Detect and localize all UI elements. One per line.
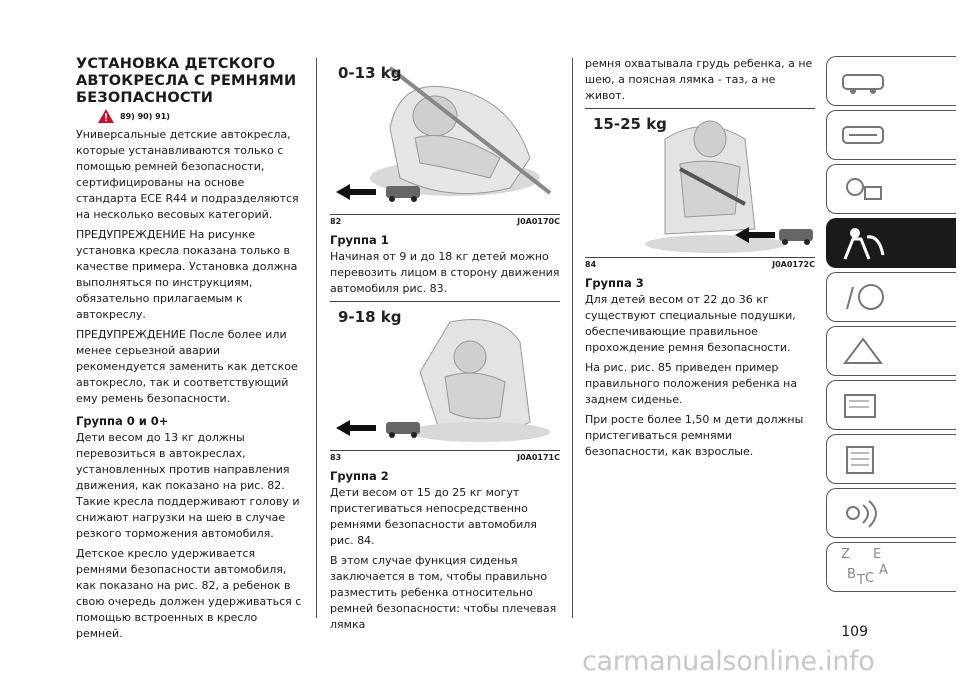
paragraph: В этом случае функция сиденья заключается в том, чтобы правильно разместить ребенка относительно ремней безопасности: чтобы плечевая лямка bbox=[330, 554, 557, 631]
chapter-index-sidebar bbox=[826, 56, 956, 596]
figure-code: J0A0171C bbox=[517, 453, 560, 462]
paragraph: При росте более 1,50 м дети должны пристегиваться ремнями безопасности, как взрослые. bbox=[585, 413, 804, 458]
index-letter: C bbox=[865, 571, 875, 586]
tab-index[interactable] bbox=[826, 542, 956, 592]
direction-arrow-icon bbox=[336, 180, 426, 204]
figure-caption bbox=[585, 260, 815, 269]
car-keys-icon bbox=[839, 119, 887, 151]
multimedia-icon bbox=[839, 497, 887, 529]
tab-dashboard[interactable] bbox=[826, 56, 956, 106]
index-letter: Z bbox=[841, 547, 850, 562]
group-heading: Группа 1 bbox=[330, 233, 389, 247]
paragraph: ПРЕДУПРЕЖДЕНИЕ После более или менее серьезной аварии рекомендуется заменить как детское автокресло, так и соответствующий ему ремень безопасности. bbox=[76, 328, 298, 405]
tab-multimedia[interactable] bbox=[826, 488, 956, 538]
warning-lights-icon bbox=[839, 173, 887, 205]
maintenance-icon bbox=[839, 389, 887, 421]
paragraph: ПРЕДУПРЕЖДЕНИЕ На рисунке установка кресла показана только в качестве примера. Установка должна выполняться по инструкциям, обязательно прилагаемым к автокреслу. bbox=[76, 228, 298, 321]
figure-weight-label: 0-13 kg bbox=[338, 64, 402, 82]
figure-84 bbox=[585, 108, 815, 258]
paragraph: Универсальные детские автокресла, которые устанавливаются только с помощью ремней безопасности, сертифицированы на основе стандарта ECE R44 и подразделяются на несколько весовых категорий. bbox=[76, 128, 299, 221]
tab-driving[interactable] bbox=[826, 272, 956, 322]
direction-arrow-icon bbox=[735, 223, 815, 247]
figure-number: 82 bbox=[330, 217, 342, 226]
watermark-text: carmanualsonline.info bbox=[582, 646, 875, 677]
paragraph: Для детей весом от 22 до 36 кг существуют специальные подушки, обеспечивающие правильное прохождение ремня безопасности. bbox=[585, 293, 796, 354]
paragraph: ремня охватывала грудь ребенка, а не шею, а поясная лямка - таз, а не живот. bbox=[585, 57, 813, 102]
group-heading: Группа 3 bbox=[585, 276, 644, 290]
title-line: БЕЗОПАСНОСТИ bbox=[76, 90, 214, 106]
title-line: УСТАНОВКА ДЕТСКОГО bbox=[76, 56, 276, 72]
column-divider bbox=[572, 58, 573, 618]
paragraph: Дети весом до 13 кг должны перевозиться в автокреслах, установленных против направления движения, как показано на рис. 82. Такие кресла поддерживают голову и снижают нагрузки на шею в случае резкого торможения автомобиля. bbox=[76, 431, 300, 540]
tab-emergency[interactable] bbox=[826, 326, 956, 376]
paragraph: Детское кресло удерживается ремнями безопасности автомобиля, как показано на рис. 82, а ребенок в свою очередь должен удерживаться с помощью встроенных в кресло ремней. bbox=[76, 547, 302, 640]
driving-wheel-icon bbox=[839, 281, 887, 313]
paragraph: Дети весом от 15 до 25 кг могут пристегиваться непосредственно ремнями безопасности автомобиля рис. 84. bbox=[330, 486, 537, 547]
figure-caption bbox=[330, 453, 560, 462]
warning-triangle-icon bbox=[98, 109, 114, 123]
column-divider bbox=[316, 58, 317, 618]
figure-code: J0A0172C bbox=[772, 260, 815, 269]
group-heading: Группа 0 и 0+ bbox=[76, 414, 169, 428]
figure-number: 83 bbox=[330, 453, 342, 462]
index-letter: B bbox=[847, 567, 856, 582]
tab-warning-lights[interactable] bbox=[826, 164, 956, 214]
figure-weight-label: 9-18 kg bbox=[338, 308, 402, 326]
column-1 bbox=[76, 56, 302, 646]
tab-maintenance[interactable] bbox=[826, 380, 956, 430]
column-2 bbox=[330, 56, 560, 637]
warning-refs-text: 89) 90) 91) bbox=[120, 111, 170, 121]
tab-keys[interactable] bbox=[826, 110, 956, 160]
warning-refs bbox=[98, 109, 302, 123]
title-line: АВТОКРЕСЛА С РЕМНЯМИ bbox=[76, 73, 297, 89]
group-heading: Группа 2 bbox=[330, 469, 389, 483]
figure-code: J0A0170C bbox=[517, 217, 560, 226]
index-letter: E bbox=[873, 547, 882, 562]
figure-83 bbox=[330, 301, 560, 451]
figure-weight-label: 15-25 kg bbox=[593, 115, 667, 133]
paragraph: На рис. рис. 85 приведен пример правильного положения ребенка на заднем сиденье. bbox=[585, 361, 798, 406]
tab-technical-data[interactable] bbox=[826, 434, 956, 484]
figure-caption bbox=[330, 217, 560, 226]
figure-number: 84 bbox=[585, 260, 597, 269]
paragraph: Начиная от 9 и до 18 кг детей можно перевозить лицом в сторону движения автомобиля рис. 83. bbox=[330, 250, 560, 295]
child-seat-safety-icon bbox=[839, 225, 887, 261]
car-dashboard-icon bbox=[839, 65, 887, 97]
technical-data-icon bbox=[839, 443, 887, 475]
direction-arrow-icon bbox=[336, 416, 426, 440]
index-letter: A bbox=[879, 563, 888, 578]
section-title bbox=[76, 56, 302, 107]
index-letter: T bbox=[857, 573, 865, 588]
index-icon bbox=[839, 547, 899, 587]
column-3 bbox=[585, 56, 815, 464]
tab-child-safety[interactable] bbox=[826, 218, 956, 268]
figure-82 bbox=[330, 58, 560, 215]
emergency-icon bbox=[839, 335, 887, 367]
page-number: 109 bbox=[841, 624, 868, 640]
